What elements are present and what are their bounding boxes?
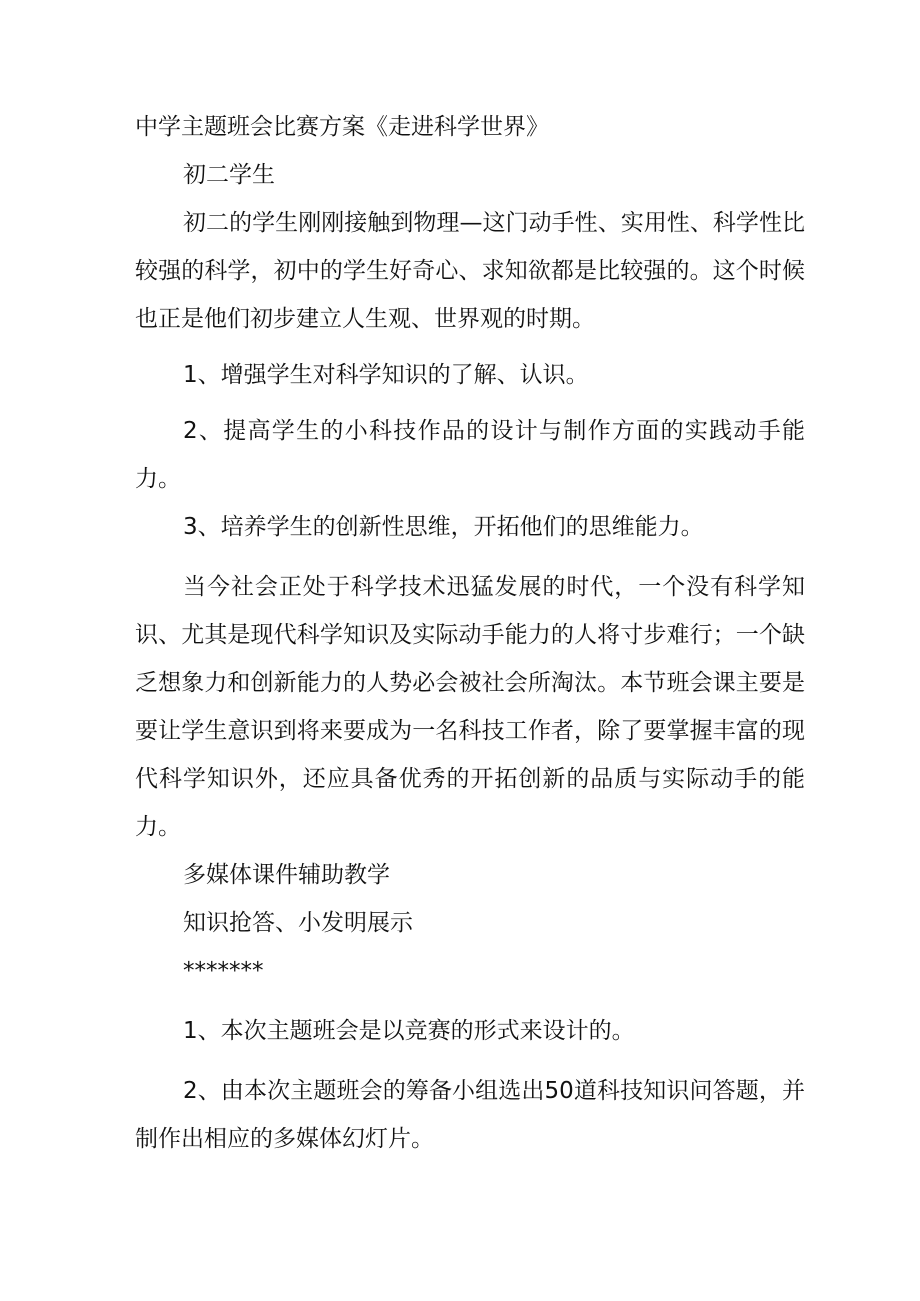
paragraph-background: 初二的学生刚刚接触到物理—这门动手性、实用性、科学性比较强的科学，初中的学生好奇心、求知欲都是比较强的。这个时候也正是他们初步建立人生观、世界观的时期。 bbox=[135, 210, 805, 332]
paragraph-rationale: 当今社会正处于科学技术迅猛发展的时代，一个没有科学知识、尤其是现代科学知识及实际动手能力的人将寸步难行；一个缺乏想象力和创新能力的人势必会被社会所淘汰。本节班会课主要是要让学生意识到将来要成为一名科技工作者，除了要掌握丰富的现代科学知识外，还应具备优秀的开拓创新的品质与实际动手的能力。 bbox=[135, 574, 805, 840]
paragraph-step-1: 1、本次主题班会是以竞赛的形式来设计的。 bbox=[183, 1018, 635, 1044]
paragraph-teaching-method: 多媒体课件辅助教学 bbox=[183, 862, 390, 888]
document-title: 中学主题班会比赛方案《走进科学世界》 bbox=[135, 114, 549, 140]
paragraph-step-2: 2、由本次主题班会的筹备小组选出50道科技知识问答题，并制作出相应的多媒体幻灯片。 bbox=[135, 1078, 805, 1152]
paragraph-activity-format: 知识抢答、小发明展示 bbox=[183, 910, 413, 936]
paragraph-objective-1: 1、增强学生对科学知识的了解、认识。 bbox=[183, 362, 589, 388]
paragraph-target-audience: 初二学生 bbox=[183, 162, 275, 188]
paragraph-objective-2: 2、提高学生的小科技作品的设计与制作方面的实践动手能力。 bbox=[135, 418, 805, 492]
paragraph-separator: ******* bbox=[183, 958, 264, 984]
paragraph-objective-3: 3、培养学生的创新性思维，开拓他们的思维能力。 bbox=[183, 514, 704, 540]
